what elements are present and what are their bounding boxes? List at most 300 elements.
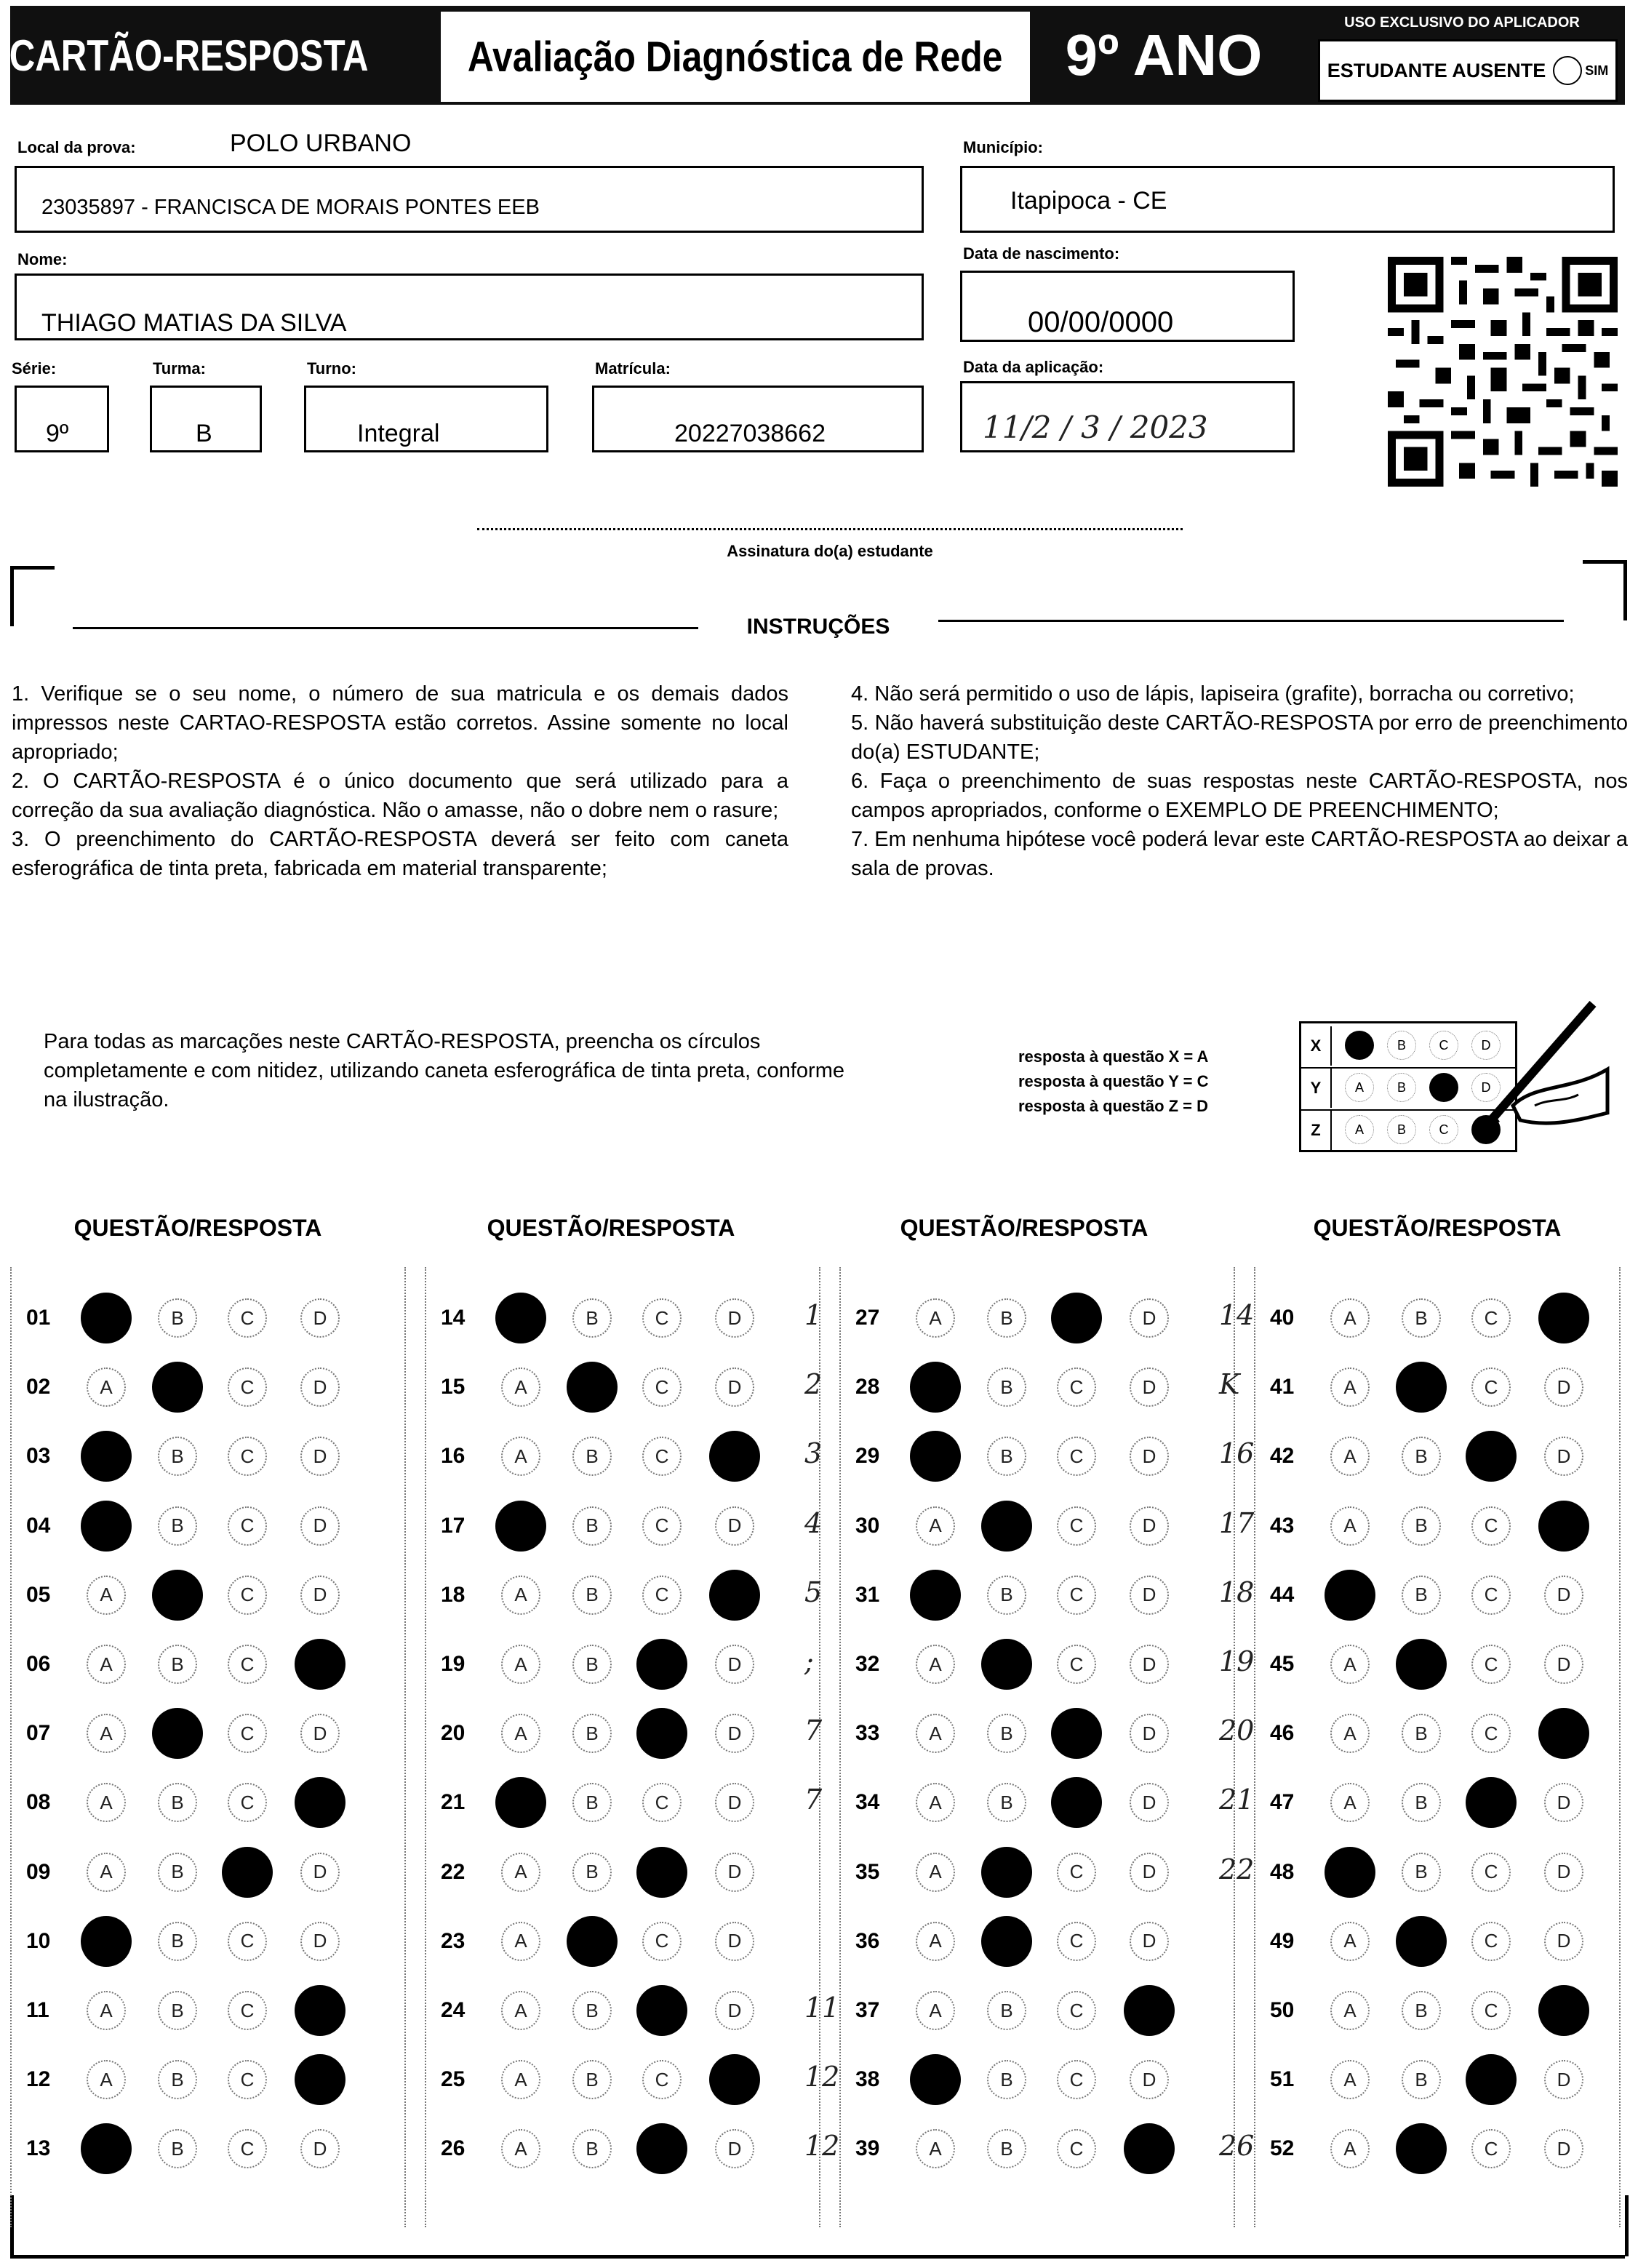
answer-bubble[interactable]: D — [715, 1783, 754, 1822]
question-number: 16 — [441, 1444, 466, 1469]
answer-bubble[interactable]: D — [300, 1922, 340, 1961]
answer-bubble-filled[interactable] — [910, 2054, 961, 2105]
answer-bubble[interactable]: C — [1471, 1645, 1511, 1684]
answer-bubble-filled[interactable] — [709, 1570, 760, 1621]
answer-bubble-filled[interactable] — [1466, 2054, 1517, 2105]
answer-bubble[interactable]: A — [1330, 1645, 1370, 1684]
name-label: Nome: — [17, 250, 68, 268]
answer-bubble[interactable]: B — [1402, 2060, 1441, 2099]
answer-bubble[interactable]: B — [1402, 1576, 1441, 1615]
handwritten-note: 4 — [804, 1506, 823, 1539]
answer-bubble[interactable]: C — [1057, 1922, 1096, 1961]
answer-bubble[interactable]: B — [572, 1298, 612, 1338]
answer-bubble[interactable]: B — [158, 2129, 197, 2168]
instructions-left-column — [12, 679, 788, 883]
question-number: 47 — [1270, 1790, 1295, 1815]
answer-bubble[interactable]: B — [572, 1853, 612, 1892]
answer-bubble[interactable]: A — [1330, 1367, 1370, 1407]
question-number: 17 — [441, 1513, 466, 1538]
answer-bubble[interactable]: A — [501, 1576, 540, 1615]
answer-bubble[interactable]: B — [158, 1645, 197, 1684]
answer-bubble[interactable]: C — [228, 2129, 267, 2168]
question-number: 11 — [26, 1998, 49, 2022]
answer-bubble[interactable]: B — [1402, 1991, 1441, 2030]
answer-bubble[interactable]: A — [87, 2060, 126, 2099]
answer-bubble-filled[interactable] — [1396, 1362, 1447, 1413]
answer-bubble[interactable]: A — [1330, 1991, 1370, 2030]
answer-bubble[interactable]: B — [1402, 1437, 1441, 1476]
answer-bubble[interactable]: B — [158, 1853, 197, 1892]
answer-bubble-filled[interactable] — [295, 1777, 345, 1828]
answer-bubble[interactable]: B — [158, 1437, 197, 1476]
question-number: 03 — [26, 1444, 51, 1469]
answer-bubble-filled[interactable] — [81, 1501, 132, 1552]
question-number: 26 — [441, 2136, 466, 2161]
question-number: 35 — [855, 1859, 880, 1884]
municipality-box — [960, 166, 1615, 233]
answer-bubble-filled[interactable] — [1466, 1777, 1517, 1828]
example-empty-bubble: A — [1345, 1073, 1374, 1102]
card-title: CARTÃO-RESPOSTA — [9, 31, 369, 80]
answer-bubble[interactable]: C — [1057, 1853, 1096, 1892]
answer-bubble-filled[interactable] — [1325, 1847, 1375, 1898]
answer-bubble[interactable]: D — [300, 1367, 340, 1407]
answer-bubble[interactable]: A — [916, 1714, 955, 1753]
answer-bubble[interactable]: D — [1544, 1922, 1583, 1961]
answer-bubble-filled[interactable] — [981, 1916, 1032, 1967]
answer-bubble[interactable]: B — [158, 2060, 197, 2099]
handwritten-note: 17 — [1219, 1506, 1255, 1539]
answer-bubble-filled[interactable] — [1396, 1916, 1447, 1967]
example-filled-bubble — [1429, 1073, 1458, 1102]
answer-bubble-filled[interactable] — [1396, 1639, 1447, 1690]
instructions-rule-left — [73, 627, 698, 629]
answer-bubble-filled[interactable] — [709, 1431, 760, 1482]
handwritten-note: ; — [804, 1645, 814, 1677]
name-box — [15, 273, 924, 340]
answer-bubble[interactable]: D — [300, 1576, 340, 1615]
answer-bubble-filled[interactable] — [1396, 2123, 1447, 2174]
answer-bubble[interactable]: C — [1057, 1437, 1096, 1476]
birth-box — [960, 271, 1295, 342]
answer-bubble[interactable]: D — [300, 1298, 340, 1338]
answer-bubble[interactable]: C — [228, 1714, 267, 1753]
question-number: 36 — [855, 1928, 880, 1953]
answer-bubble-filled[interactable] — [1051, 1293, 1102, 1343]
answer-bubble[interactable]: A — [501, 1367, 540, 1407]
registration-value: 20227038662 — [674, 420, 826, 447]
answer-bubble[interactable]: D — [1130, 1367, 1169, 1407]
answer-bubble[interactable]: C — [1057, 1991, 1096, 2030]
question-number: 37 — [855, 1998, 880, 2022]
answer-bubble[interactable]: D — [300, 1437, 340, 1476]
answer-bubble-filled[interactable] — [1538, 1985, 1589, 2036]
answer-bubble[interactable]: A — [1330, 1437, 1370, 1476]
answer-bubble[interactable]: B — [572, 1645, 612, 1684]
answer-bubble[interactable]: A — [916, 1991, 955, 2030]
answer-bubble[interactable]: C — [1057, 2129, 1096, 2168]
instruction-item: 2. O CARTÃO-RESPOSTA é o único documento que será utilizado para a correção da sua avaliação diagnóstica. Não o amasse, não o dobre nem o rasure; — [12, 770, 788, 822]
answer-bubble[interactable]: C — [1471, 2129, 1511, 2168]
answer-bubble-filled[interactable] — [295, 1985, 345, 2036]
answer-bubble[interactable]: A — [87, 1367, 126, 1407]
answer-bubble-filled[interactable] — [981, 1847, 1032, 1898]
answer-bubble[interactable]: B — [572, 1576, 612, 1615]
answer-bubble[interactable]: C — [642, 1506, 682, 1546]
answer-bubble[interactable]: C — [642, 2060, 682, 2099]
answer-bubble[interactable]: A — [501, 1922, 540, 1961]
municipality-value: Itapipoca - CE — [1010, 187, 1167, 215]
instructions-title: INSTRUÇÕES — [746, 615, 890, 639]
answer-bubble[interactable]: A — [1330, 2129, 1370, 2168]
answer-bubble[interactable]: D — [1544, 1645, 1583, 1684]
example-filled-bubble — [1345, 1031, 1374, 1060]
answer-bubble[interactable]: A — [916, 1922, 955, 1961]
question-number: 05 — [26, 1582, 51, 1607]
answer-bubble[interactable]: A — [916, 1853, 955, 1892]
shift-value: Integral — [357, 420, 440, 447]
answer-bubble[interactable]: A — [916, 1506, 955, 1546]
answer-bubble-filled[interactable] — [222, 1847, 273, 1898]
exam-title-text: Avaliação Diagnóstica de Rede — [468, 33, 1003, 81]
answer-bubble[interactable]: A — [501, 1645, 540, 1684]
question-number: 02 — [26, 1375, 51, 1399]
handwritten-note: 26 — [1219, 2130, 1255, 2163]
class-label: Turma: — [153, 359, 206, 378]
question-number: 04 — [26, 1513, 51, 1538]
answer-bubble[interactable]: B — [158, 1922, 197, 1961]
answer-bubble[interactable]: D — [1544, 1576, 1583, 1615]
handwritten-note: 18 — [1219, 1576, 1255, 1608]
shift-box — [304, 386, 548, 452]
answer-bubble[interactable]: B — [572, 1991, 612, 2030]
answer-bubble[interactable]: B — [158, 1783, 197, 1822]
corner-mark-top-left — [10, 566, 55, 626]
applicator-only-label: USO EXCLUSIVO DO APLICADOR — [1344, 15, 1580, 31]
answer-bubble[interactable]: D — [1130, 1576, 1169, 1615]
answer-bubble[interactable]: C — [1057, 1645, 1096, 1684]
answer-bubble[interactable]: B — [572, 1437, 612, 1476]
answer-bubble-filled[interactable] — [152, 1570, 203, 1621]
answer-bubble-filled[interactable] — [81, 2123, 132, 2174]
answer-bubble[interactable]: A — [1330, 1783, 1370, 1822]
question-number: 32 — [855, 1652, 880, 1676]
school-box — [15, 166, 924, 233]
answer-bubble[interactable]: B — [987, 1714, 1026, 1753]
question-number: 42 — [1270, 1444, 1295, 1469]
answer-bubble[interactable]: B — [987, 1367, 1026, 1407]
answer-bubble[interactable]: B — [987, 1576, 1026, 1615]
handwritten-note: 12 — [804, 2130, 840, 2163]
answer-bubble[interactable]: B — [987, 2060, 1026, 2099]
answer-bubble-filled[interactable] — [981, 1639, 1032, 1690]
answer-bubble[interactable]: D — [1130, 1506, 1169, 1546]
handwritten-note: 20 — [1219, 1714, 1255, 1747]
answer-bubble[interactable]: B — [1402, 1506, 1441, 1546]
answer-bubble-filled[interactable] — [1538, 1293, 1589, 1343]
application-date-box — [960, 381, 1295, 452]
answer-bubble-filled[interactable] — [495, 1501, 546, 1552]
answer-bubble[interactable]: D — [715, 1506, 754, 1546]
example-empty-bubble: D — [1471, 1031, 1501, 1060]
question-number: 28 — [855, 1375, 880, 1399]
question-number: 27 — [855, 1306, 880, 1330]
answer-bubble[interactable]: B — [572, 2060, 612, 2099]
instruction-item: 1. Verifique se o seu nome, o número de sua matricula e os demais dados impressos neste CARTAO-RESPOSTA estão corretos. Assine somente no local apropriado; — [12, 682, 788, 764]
answer-bubble[interactable]: A — [916, 1645, 955, 1684]
grade-title: 9º ANO — [1065, 23, 1263, 87]
handwritten-note: 5 — [804, 1576, 823, 1608]
answer-bubble[interactable]: A — [501, 1853, 540, 1892]
answer-bubble[interactable]: A — [1330, 1298, 1370, 1338]
registration-box — [592, 386, 924, 452]
question-number: 20 — [441, 1721, 466, 1746]
answer-bubble-filled[interactable] — [1325, 1570, 1375, 1621]
answer-bubble[interactable]: C — [642, 1783, 682, 1822]
answer-bubble[interactable]: A — [501, 1437, 540, 1476]
example-empty-bubble: A — [1345, 1115, 1374, 1144]
example-legend — [1018, 1045, 1208, 1119]
answer-bubble[interactable]: D — [1544, 1437, 1583, 1476]
answer-bubble[interactable]: C — [228, 2060, 267, 2099]
answer-bubble[interactable]: D — [1130, 1853, 1169, 1892]
example-row-label: Y — [1301, 1069, 1332, 1108]
answer-bubble[interactable]: B — [987, 1991, 1026, 2030]
answer-bubble[interactable]: A — [1330, 1922, 1370, 1961]
handwritten-note: 11 — [804, 1992, 840, 2024]
handwritten-note: 12 — [804, 2061, 840, 2093]
answer-bubble-filled[interactable] — [910, 1362, 961, 1413]
answer-bubble[interactable]: A — [1330, 1714, 1370, 1753]
answer-bubble[interactable]: C — [1471, 1298, 1511, 1338]
answer-bubble[interactable]: C — [1471, 1506, 1511, 1546]
answer-bubble-filled[interactable] — [636, 2123, 687, 2174]
answer-bubble[interactable]: C — [642, 1367, 682, 1407]
answer-bubble[interactable]: A — [501, 1991, 540, 2030]
question-number: 29 — [855, 1444, 880, 1469]
answer-bubble[interactable]: B — [158, 1991, 197, 2030]
answer-bubble[interactable]: D — [1544, 1853, 1583, 1892]
example-empty-bubble: B — [1387, 1073, 1416, 1102]
answer-bubble[interactable]: D — [1130, 2060, 1169, 2099]
answer-bubble[interactable]: B — [1402, 1853, 1441, 1892]
answer-bubble[interactable]: D — [1544, 2060, 1583, 2099]
answer-bubble[interactable]: C — [1471, 1576, 1511, 1615]
answer-bubble-filled[interactable] — [636, 1708, 687, 1759]
answer-bubble[interactable]: B — [987, 1437, 1026, 1476]
answer-bubble[interactable]: B — [987, 1298, 1026, 1338]
example-empty-bubble: C — [1429, 1031, 1458, 1060]
answer-bubble[interactable]: D — [715, 1714, 754, 1753]
answer-bubble-filled[interactable] — [295, 1639, 345, 1690]
answer-bubble[interactable]: C — [228, 1367, 267, 1407]
question-number: 50 — [1270, 1998, 1295, 2022]
answer-bubble[interactable]: A — [87, 1645, 126, 1684]
answer-bubble[interactable]: D — [300, 1506, 340, 1546]
answer-bubble-filled[interactable] — [636, 1847, 687, 1898]
answer-bubble-filled[interactable] — [981, 1501, 1032, 1552]
answer-bubble-filled[interactable] — [81, 1431, 132, 1482]
answer-bubble[interactable]: D — [1130, 1645, 1169, 1684]
answer-bubble[interactable]: C — [642, 1576, 682, 1615]
answer-bubble-filled[interactable] — [1538, 1501, 1589, 1552]
answer-bubble[interactable]: B — [987, 1783, 1026, 1822]
answer-bubble[interactable]: D — [1130, 1298, 1169, 1338]
question-number: 40 — [1270, 1306, 1295, 1330]
question-number: 33 — [855, 1721, 880, 1746]
answer-bubble-filled[interactable] — [81, 1293, 132, 1343]
question-number: 21 — [441, 1790, 466, 1815]
answer-bubble[interactable]: A — [87, 1853, 126, 1892]
question-number: 51 — [1270, 2067, 1295, 2092]
answer-bubble[interactable]: D — [715, 1298, 754, 1338]
question-number: 09 — [26, 1859, 51, 1884]
answer-bubble[interactable]: A — [501, 2129, 540, 2168]
answer-bubble-filled[interactable] — [910, 1570, 961, 1621]
birth-value: 00/00/0000 — [1028, 306, 1174, 338]
answer-bubble[interactable]: B — [158, 1298, 197, 1338]
answer-bubble[interactable]: C — [1057, 1367, 1096, 1407]
answer-bubble[interactable]: A — [87, 1991, 126, 2030]
instruction-item: 4. Não será permitido o uso de lápis, lapiseira (grafite), borracha ou corretivo; — [851, 682, 1575, 706]
shift-label: Turno: — [307, 359, 357, 378]
column-title: QUESTÃO/RESPOSTA — [487, 1215, 735, 1241]
answer-bubble-filled[interactable] — [636, 1639, 687, 1690]
answer-bubble[interactable]: C — [1471, 1991, 1511, 2030]
answer-bubble[interactable]: C — [1471, 1853, 1511, 1892]
answer-bubble-filled[interactable] — [295, 2054, 345, 2105]
handwritten-note: 1 — [804, 1299, 823, 1331]
answer-bubble[interactable]: B — [572, 1783, 612, 1822]
answer-bubble[interactable]: C — [642, 1922, 682, 1961]
answer-bubble[interactable]: B — [1402, 1298, 1441, 1338]
answer-bubble-filled[interactable] — [1538, 1708, 1589, 1759]
answer-bubble[interactable]: D — [1544, 1367, 1583, 1407]
answer-bubble[interactable]: B — [572, 1714, 612, 1753]
answer-bubble[interactable]: C — [228, 1645, 267, 1684]
answer-bubble[interactable]: B — [572, 1506, 612, 1546]
answer-bubble[interactable]: A — [916, 2129, 955, 2168]
answer-bubble[interactable]: D — [1130, 1922, 1169, 1961]
question-number: 49 — [1270, 1928, 1295, 1953]
answer-bubble[interactable]: C — [228, 1922, 267, 1961]
answer-bubble-filled[interactable] — [567, 1916, 618, 1967]
answer-bubble-filled[interactable] — [567, 1362, 618, 1413]
answer-bubble-filled[interactable] — [495, 1777, 546, 1828]
answer-bubble[interactable]: B — [572, 2129, 612, 2168]
answer-bubble[interactable]: D — [1130, 1437, 1169, 1476]
answer-bubble[interactable]: D — [715, 1853, 754, 1892]
corner-mark-top-right — [1583, 560, 1627, 620]
answer-bubble[interactable]: A — [1330, 2060, 1370, 2099]
answer-bubble[interactable]: A — [87, 1576, 126, 1615]
question-number: 48 — [1270, 1859, 1295, 1884]
signature-line[interactable] — [477, 528, 1183, 530]
answer-bubble-filled[interactable] — [81, 1916, 132, 1967]
answer-bubble[interactable]: D — [1544, 2129, 1583, 2168]
answer-bubble[interactable]: A — [1330, 1506, 1370, 1546]
answer-bubble[interactable]: D — [715, 1922, 754, 1961]
answer-bubble[interactable]: C — [1057, 2060, 1096, 2099]
answer-bubble-filled[interactable] — [1466, 1431, 1517, 1482]
answer-bubble[interactable]: D — [715, 1645, 754, 1684]
answer-bubble-filled[interactable] — [910, 1431, 961, 1482]
answer-bubble[interactable]: B — [1402, 1714, 1441, 1753]
answer-bubble[interactable]: C — [642, 1298, 682, 1338]
answer-bubble[interactable]: C — [228, 1576, 267, 1615]
answer-bubble[interactable]: C — [228, 1783, 267, 1822]
answer-bubble-filled[interactable] — [495, 1293, 546, 1343]
answer-bubble-filled[interactable] — [709, 2054, 760, 2105]
question-number: 44 — [1270, 1582, 1295, 1607]
answer-bubble[interactable]: B — [1402, 1783, 1441, 1822]
answer-bubble[interactable]: C — [228, 1506, 267, 1546]
answer-bubble-filled[interactable] — [636, 1985, 687, 2036]
answer-bubble[interactable]: C — [1471, 1922, 1511, 1961]
answer-bubble[interactable]: D — [1544, 1783, 1583, 1822]
answer-bubble[interactable]: D — [1130, 1783, 1169, 1822]
handwritten-note: 22 — [1219, 1853, 1255, 1885]
handwritten-note: 7 — [804, 1784, 823, 1816]
answer-bubble[interactable]: B — [158, 1506, 197, 1546]
answer-bubble[interactable]: D — [1130, 1714, 1169, 1753]
instruction-item: 7. Em nenhuma hipótese você poderá levar este CARTÃO-RESPOSTA ao deixar a sala de provas. — [851, 828, 1628, 880]
example-row-label: X — [1301, 1026, 1332, 1066]
answer-bubble[interactable]: C — [1471, 1367, 1511, 1407]
answer-bubble[interactable]: C — [1057, 1576, 1096, 1615]
answer-bubble[interactable]: C — [1471, 1714, 1511, 1753]
answer-bubble[interactable]: C — [228, 1437, 267, 1476]
question-number: 45 — [1270, 1652, 1295, 1676]
answer-bubble[interactable]: C — [642, 1437, 682, 1476]
answer-bubble-filled[interactable] — [1124, 1985, 1175, 2036]
example-legend-line: resposta à questão X = A — [1018, 1047, 1209, 1066]
answer-bubble[interactable]: A — [501, 2060, 540, 2099]
answer-bubble[interactable]: D — [715, 1367, 754, 1407]
answer-bubble[interactable]: D — [715, 1991, 754, 2030]
answer-bubble-filled[interactable] — [1051, 1708, 1102, 1759]
answer-bubble-filled[interactable] — [1124, 2123, 1175, 2174]
example-empty-bubble: B — [1387, 1031, 1416, 1060]
question-number: 10 — [26, 1928, 51, 1953]
answer-bubble-filled[interactable] — [152, 1708, 203, 1759]
instruction-item: 5. Não haverá substituição deste CARTÃO-RESPOSTA por erro de preenchimento do(a) ESTUDANTE; — [851, 711, 1628, 764]
answer-bubble[interactable]: A — [916, 1298, 955, 1338]
question-number: 34 — [855, 1790, 880, 1815]
answer-bubble[interactable]: D — [300, 1853, 340, 1892]
answer-bubble[interactable]: C — [228, 1991, 267, 2030]
column-title: QUESTÃO/RESPOSTA — [73, 1215, 322, 1241]
signature-label: Assinatura do(a) estudante — [727, 542, 933, 560]
answer-bubble[interactable]: B — [987, 2129, 1026, 2168]
example-empty-bubble: C — [1429, 1115, 1458, 1144]
answer-bubble[interactable]: A — [501, 1714, 540, 1753]
question-number: 18 — [441, 1582, 466, 1607]
answer-bubble[interactable]: A — [916, 1783, 955, 1822]
answer-bubble[interactable]: C — [228, 1298, 267, 1338]
answer-bubble-filled[interactable] — [152, 1362, 203, 1413]
absent-checkbox[interactable] — [1553, 56, 1582, 85]
answer-bubble[interactable]: D — [300, 1714, 340, 1753]
question-number: 07 — [26, 1721, 51, 1746]
answer-bubble-filled[interactable] — [1051, 1777, 1102, 1828]
answer-bubble[interactable]: A — [87, 1714, 126, 1753]
answer-bubble[interactable]: A — [87, 1783, 126, 1822]
answer-bubble[interactable]: D — [300, 2129, 340, 2168]
answer-bubble[interactable]: C — [1057, 1506, 1096, 1546]
answer-bubble[interactable]: D — [715, 2129, 754, 2168]
application-date-value: 11/2 / 3 / 2023 — [983, 410, 1208, 445]
